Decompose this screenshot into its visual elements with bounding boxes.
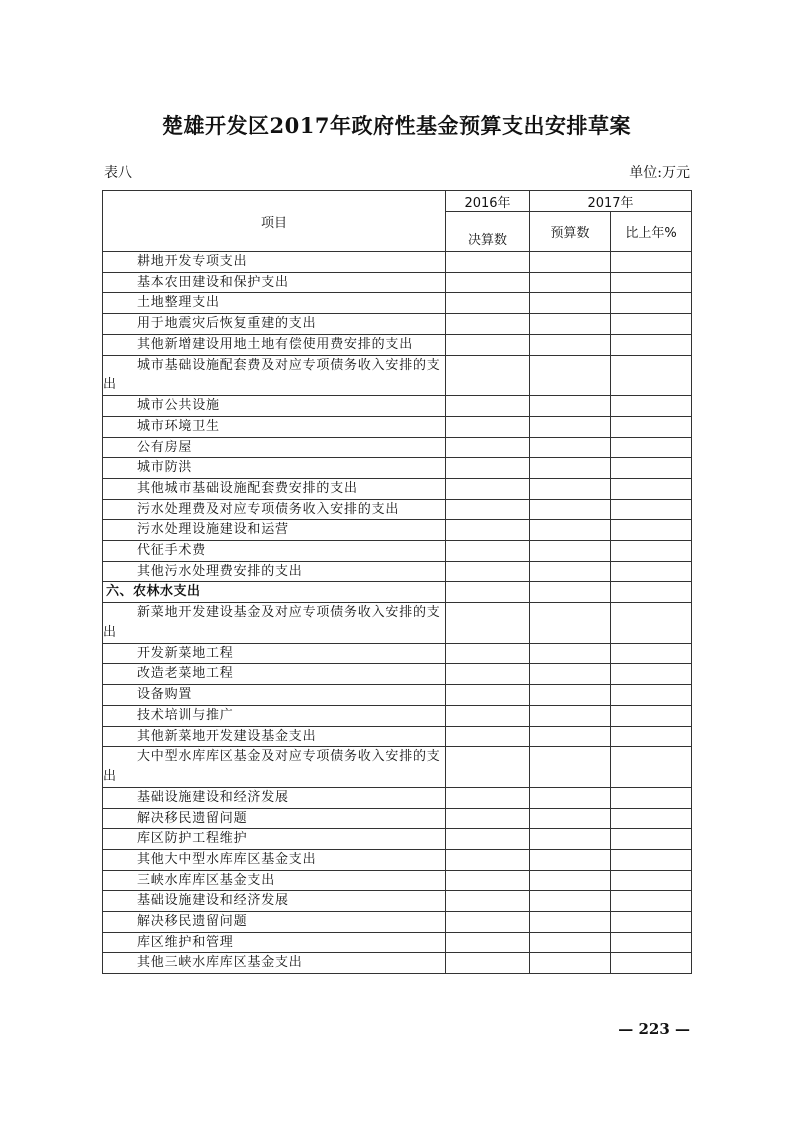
table-row	[103, 685, 692, 706]
table-row	[103, 334, 692, 355]
cell-2017-budget	[530, 272, 611, 293]
row-label: 基础设施建设和经济发展	[103, 891, 446, 912]
row-label: 大中型水库库区基金及对应专项债务收入安排的支出	[103, 747, 446, 788]
cell-2016-final	[446, 252, 530, 273]
table-row	[103, 664, 692, 685]
cell-2017-budget	[530, 747, 611, 788]
row-label: 基本农田建设和保护支出	[103, 272, 446, 293]
cell-2016-final	[446, 870, 530, 891]
cell-2017-budget	[530, 870, 611, 891]
cell-2016-final	[446, 726, 530, 747]
cell-2017-vs-last-year	[611, 314, 692, 335]
row-label: 其他污水处理费安排的支出	[103, 561, 446, 582]
cell-2017-vs-last-year	[611, 870, 692, 891]
cell-2017-vs-last-year	[611, 582, 692, 603]
cell-2017-budget	[530, 685, 611, 706]
cell-2017-vs-last-year	[611, 685, 692, 706]
cell-2017-vs-last-year	[611, 849, 692, 870]
row-label: 基础设施建设和经济发展	[103, 787, 446, 808]
cell-2016-final	[446, 355, 530, 396]
header-budget: 预算数	[530, 212, 611, 252]
unit-label: 单位:万元	[629, 165, 690, 181]
cell-2016-final	[446, 541, 530, 562]
table-row	[103, 499, 692, 520]
cell-2017-budget	[530, 787, 611, 808]
page-number: — 223 —	[618, 1020, 690, 1038]
cell-2016-final	[446, 478, 530, 499]
cell-2017-budget	[530, 849, 611, 870]
cell-2017-budget	[530, 953, 611, 974]
row-label: 公有房屋	[103, 437, 446, 458]
cell-2017-budget	[530, 416, 611, 437]
cell-2016-final	[446, 293, 530, 314]
cell-2017-vs-last-year	[611, 293, 692, 314]
cell-2017-budget	[530, 499, 611, 520]
row-label: 新菜地开发建设基金及对应专项债务收入安排的支出	[103, 603, 446, 644]
cell-2017-vs-last-year	[611, 520, 692, 541]
cell-2017-budget	[530, 912, 611, 933]
row-label: 六、农林水支出	[103, 582, 446, 603]
cell-2017-vs-last-year	[611, 541, 692, 562]
cell-2017-vs-last-year	[611, 808, 692, 829]
cell-2016-final	[446, 891, 530, 912]
table-row	[103, 396, 692, 417]
row-label: 其他三峡水库库区基金支出	[103, 953, 446, 974]
cell-2017-vs-last-year	[611, 912, 692, 933]
cell-2017-vs-last-year	[611, 705, 692, 726]
cell-2016-final	[446, 520, 530, 541]
header-item: 项目	[103, 191, 446, 252]
row-label: 污水处理设施建设和运营	[103, 520, 446, 541]
cell-2017-budget	[530, 520, 611, 541]
table-row	[103, 520, 692, 541]
row-label: 设备购置	[103, 685, 446, 706]
table-row	[103, 726, 692, 747]
table-row	[103, 829, 692, 850]
budget-table	[102, 190, 692, 974]
cell-2016-final	[446, 705, 530, 726]
row-label: 三峡水库库区基金支出	[103, 870, 446, 891]
row-label: 耕地开发专项支出	[103, 252, 446, 273]
cell-2017-vs-last-year	[611, 478, 692, 499]
cell-2017-budget	[530, 726, 611, 747]
cell-2017-budget	[530, 437, 611, 458]
header-year-2016: 2016年	[446, 191, 530, 212]
row-label: 其他大中型水库库区基金支出	[103, 849, 446, 870]
table-row	[103, 272, 692, 293]
cell-2017-vs-last-year	[611, 458, 692, 479]
row-label: 开发新菜地工程	[103, 643, 446, 664]
cell-2017-vs-last-year	[611, 396, 692, 417]
cell-2016-final	[446, 582, 530, 603]
cell-2017-budget	[530, 334, 611, 355]
table-row	[103, 705, 692, 726]
cell-2016-final	[446, 416, 530, 437]
cell-2017-vs-last-year	[611, 726, 692, 747]
header-final-accounts: 决算数	[446, 212, 530, 252]
cell-2017-budget	[530, 582, 611, 603]
cell-2017-budget	[530, 478, 611, 499]
cell-2017-budget	[530, 252, 611, 273]
cell-2017-vs-last-year	[611, 829, 692, 850]
cell-2016-final	[446, 664, 530, 685]
row-label: 解决移民遗留问题	[103, 808, 446, 829]
cell-2017-budget	[530, 396, 611, 417]
table-row	[103, 252, 692, 273]
table-row	[103, 953, 692, 974]
row-label: 技术培训与推广	[103, 705, 446, 726]
cell-2017-vs-last-year	[611, 252, 692, 273]
cell-2017-vs-last-year	[611, 355, 692, 396]
row-label: 代征手术费	[103, 541, 446, 562]
cell-2016-final	[446, 685, 530, 706]
cell-2016-final	[446, 829, 530, 850]
table-row	[103, 541, 692, 562]
table-row	[103, 891, 692, 912]
cell-2017-budget	[530, 603, 611, 644]
cell-2017-budget	[530, 664, 611, 685]
cell-2016-final	[446, 603, 530, 644]
cell-2017-budget	[530, 705, 611, 726]
cell-2016-final	[446, 396, 530, 417]
cell-2016-final	[446, 314, 530, 335]
cell-2016-final	[446, 808, 530, 829]
row-label: 城市基础设施配套费及对应专项债务收入安排的支出	[103, 355, 446, 396]
cell-2017-vs-last-year	[611, 334, 692, 355]
header-year-2017: 2017年	[530, 191, 692, 212]
table-row	[103, 416, 692, 437]
document-title: 楚雄开发区2017年政府性基金预算支出安排草案	[162, 113, 631, 138]
cell-2016-final	[446, 643, 530, 664]
table-row	[103, 747, 692, 788]
cell-2016-final	[446, 499, 530, 520]
cell-2017-vs-last-year	[611, 437, 692, 458]
row-label: 其他城市基础设施配套费安排的支出	[103, 478, 446, 499]
cell-2016-final	[446, 849, 530, 870]
cell-2016-final	[446, 561, 530, 582]
cell-2017-budget	[530, 643, 611, 664]
table-row	[103, 437, 692, 458]
table-row	[103, 912, 692, 933]
table-row	[103, 478, 692, 499]
cell-2016-final	[446, 437, 530, 458]
table-row	[103, 603, 692, 644]
cell-2017-budget	[530, 891, 611, 912]
cell-2016-final	[446, 272, 530, 293]
cell-2017-budget	[530, 458, 611, 479]
table-number: 表八	[104, 165, 132, 181]
cell-2016-final	[446, 912, 530, 933]
table-row	[103, 849, 692, 870]
table-row	[103, 787, 692, 808]
table-row	[103, 643, 692, 664]
cell-2017-vs-last-year	[611, 499, 692, 520]
header-vs-last-year: 比上年%	[611, 212, 692, 252]
cell-2017-vs-last-year	[611, 787, 692, 808]
cell-2017-budget	[530, 829, 611, 850]
cell-2017-budget	[530, 561, 611, 582]
cell-2017-vs-last-year	[611, 664, 692, 685]
table-row	[103, 870, 692, 891]
cell-2017-vs-last-year	[611, 932, 692, 953]
cell-2017-vs-last-year	[611, 416, 692, 437]
cell-2017-vs-last-year	[611, 953, 692, 974]
cell-2017-vs-last-year	[611, 747, 692, 788]
row-label: 其他新菜地开发建设基金支出	[103, 726, 446, 747]
row-label: 库区维护和管理	[103, 932, 446, 953]
row-label: 城市防洪	[103, 458, 446, 479]
cell-2017-budget	[530, 932, 611, 953]
cell-2016-final	[446, 334, 530, 355]
cell-2016-final	[446, 747, 530, 788]
row-label: 库区防护工程维护	[103, 829, 446, 850]
cell-2017-budget	[530, 314, 611, 335]
table-header	[103, 191, 692, 252]
row-label: 其他新增建设用地土地有偿使用费安排的支出	[103, 334, 446, 355]
cell-2017-budget	[530, 293, 611, 314]
cell-2017-vs-last-year	[611, 891, 692, 912]
cell-2017-budget	[530, 355, 611, 396]
row-label: 污水处理费及对应专项债务收入安排的支出	[103, 499, 446, 520]
table-row	[103, 458, 692, 479]
row-label: 城市公共设施	[103, 396, 446, 417]
cell-2016-final	[446, 458, 530, 479]
cell-2017-vs-last-year	[611, 561, 692, 582]
cell-2017-vs-last-year	[611, 603, 692, 644]
row-label: 改造老菜地工程	[103, 664, 446, 685]
row-label: 土地整理支出	[103, 293, 446, 314]
cell-2017-budget	[530, 808, 611, 829]
row-label: 用于地震灾后恢复重建的支出	[103, 314, 446, 335]
table-body	[103, 252, 692, 974]
row-label: 城市环境卫生	[103, 416, 446, 437]
cell-2017-vs-last-year	[611, 643, 692, 664]
row-label: 解决移民遗留问题	[103, 912, 446, 933]
cell-2016-final	[446, 932, 530, 953]
cell-2016-final	[446, 787, 530, 808]
cell-2017-budget	[530, 541, 611, 562]
table-row	[103, 932, 692, 953]
table-row	[103, 808, 692, 829]
table-row	[103, 561, 692, 582]
cell-2016-final	[446, 953, 530, 974]
section-row	[103, 582, 692, 603]
table-row	[103, 355, 692, 396]
cell-2017-vs-last-year	[611, 272, 692, 293]
table-row	[103, 293, 692, 314]
table-row	[103, 314, 692, 335]
